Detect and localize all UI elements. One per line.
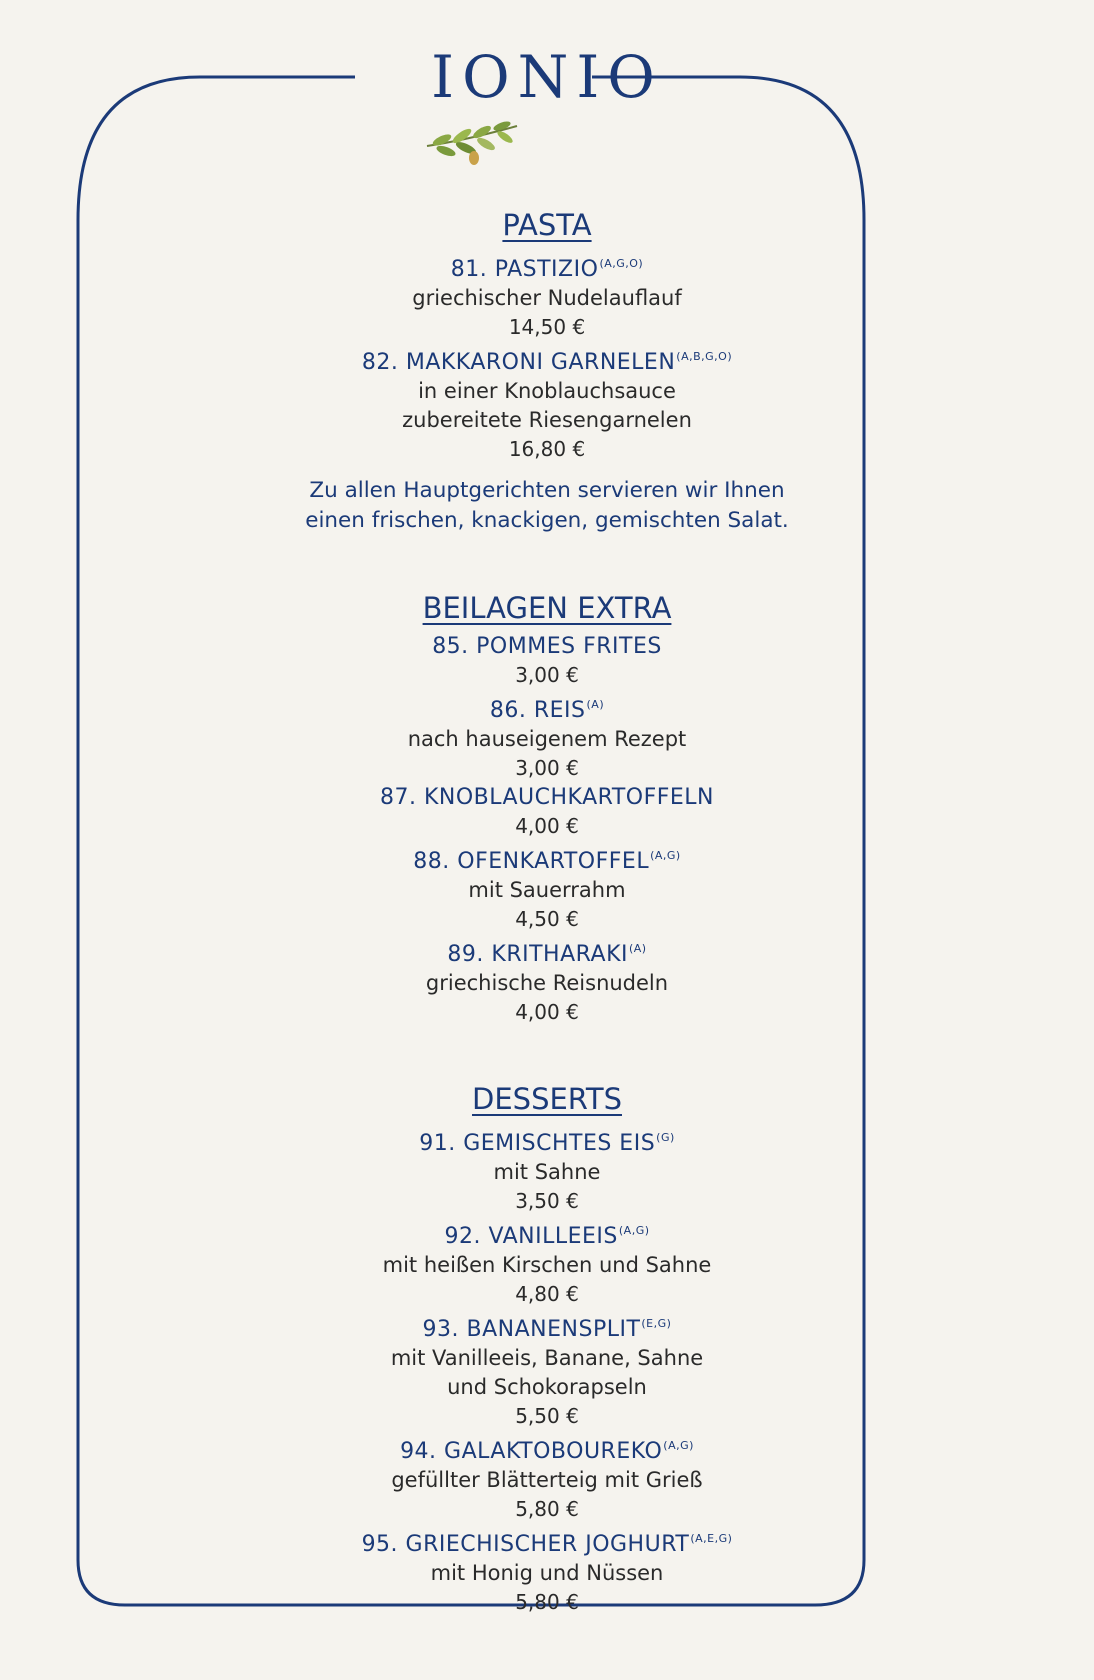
menu-item	[100, 783, 994, 841]
item-name: 85. POMMES FRITES	[432, 634, 662, 659]
section-desserts	[100, 1079, 994, 1617]
item-description: griechische Reisnudeln	[425, 971, 669, 995]
item-name: 92. VANILLEEIS	[444, 1224, 618, 1249]
note-line: Zu allen Hauptgerichten servieren wir Ihnen	[309, 478, 785, 503]
item-description: mit heißen Kirschen und Sahne	[382, 1253, 712, 1277]
section-beilagen	[100, 588, 994, 1027]
item-description: in einer Knoblauchsauce	[418, 379, 676, 403]
item-name: 87. KNOBLAUCHKARTOFFELN	[379, 785, 715, 810]
menu-item	[100, 841, 994, 934]
salad-note	[100, 476, 994, 536]
section-pasta	[100, 205, 994, 536]
item-description: nach hauseigenem Rezept	[407, 727, 687, 751]
item-price: 3,00 €	[515, 756, 579, 780]
allergen-codes: (A,G)	[650, 849, 681, 862]
item-price: 4,80 €	[515, 1282, 579, 1306]
item-description: mit Vanilleeis, Banane, Sahne	[390, 1346, 704, 1370]
menu-item	[100, 690, 994, 783]
item-price: 16,80 €	[508, 437, 586, 461]
allergen-codes: (A,G)	[618, 1224, 650, 1237]
item-description: griechischer Nudelauflauf	[412, 286, 682, 310]
item-name: 89. KRITHARAKI	[447, 942, 628, 967]
item-description: mit Sahne	[493, 1160, 601, 1184]
item-price: 3,00 €	[515, 663, 579, 687]
item-name: 82. MAKKARONI GARNELEN	[361, 350, 676, 375]
menu-item	[100, 249, 994, 342]
olive-branch-icon	[422, 118, 522, 168]
allergen-codes: (G)	[656, 1131, 675, 1144]
item-name: 91. GEMISCHTES EIS	[419, 1131, 656, 1156]
note-line: einen frischen, knackigen, gemischten Salat.	[305, 508, 789, 533]
allergen-codes: (A,G)	[663, 1439, 694, 1452]
item-description: gefüllter Blätterteig mit Grieß	[391, 1468, 703, 1492]
item-description: mit Honig und Nüssen	[430, 1561, 664, 1585]
allergen-codes: (A,B,G,O)	[676, 350, 733, 363]
menu-item	[100, 632, 994, 690]
menu-item	[100, 1524, 994, 1617]
menu-item	[100, 1216, 994, 1309]
menu-item	[100, 1431, 994, 1524]
item-name: 81. PASTIZIO	[450, 257, 599, 282]
item-name: 93. BANANENSPLIT	[422, 1317, 641, 1342]
menu-item	[100, 342, 994, 464]
item-description: und Schokorapseln	[447, 1375, 647, 1399]
menu-item	[100, 934, 994, 1027]
item-price: 4,00 €	[515, 814, 579, 838]
item-name: 88. OFENKARTOFFEL	[413, 849, 650, 874]
section-title: DESSERTS	[472, 1082, 622, 1116]
item-price: 4,50 €	[515, 907, 579, 931]
allergen-codes: (A,E,G)	[690, 1532, 733, 1545]
item-description: mit Sauerrahm	[468, 878, 626, 902]
item-name: 94. GALAKTOBOUREKO	[400, 1439, 663, 1464]
allergen-codes: (E,G)	[641, 1317, 672, 1330]
section-title: BEILAGEN EXTRA	[422, 591, 672, 625]
item-name: 86. REIS	[489, 698, 586, 723]
brand-logo: IONIO	[431, 43, 663, 111]
menu-item	[100, 1309, 994, 1431]
item-price: 4,00 €	[515, 1000, 579, 1024]
item-description: zubereitete Riesengarnelen	[402, 408, 692, 432]
item-price: 14,50 €	[508, 315, 586, 339]
menu-item	[100, 1123, 994, 1216]
item-price: 5,80 €	[515, 1590, 579, 1614]
allergen-codes: (A)	[628, 942, 647, 955]
item-price: 3,50 €	[515, 1189, 579, 1213]
section-title: PASTA	[502, 208, 592, 242]
allergen-codes: (A,G,O)	[599, 257, 644, 270]
item-price: 5,50 €	[515, 1404, 579, 1428]
item-price: 5,80 €	[515, 1497, 579, 1521]
item-name: 95. GRIECHISCHER JOGHURT	[361, 1532, 690, 1557]
menu-content	[100, 205, 994, 1617]
allergen-codes: (A)	[586, 698, 605, 711]
